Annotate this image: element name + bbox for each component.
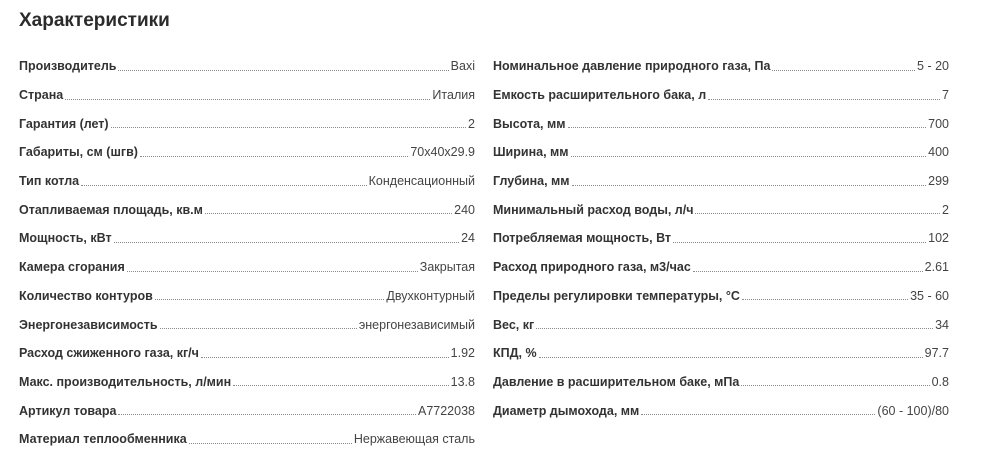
dotted-leader: [118, 70, 448, 71]
section-title: Характеристики: [19, 10, 170, 31]
spec-value: A7722038: [417, 403, 475, 418]
dotted-leader: [572, 185, 927, 186]
spec-value: 13.8: [450, 374, 475, 389]
spec-value: Конденсационный: [368, 174, 475, 189]
spec-label: Камера сгорания: [19, 260, 125, 275]
dotted-leader: [189, 443, 352, 444]
dotted-leader: [568, 127, 927, 128]
dotted-leader: [155, 299, 385, 300]
spec-row: [19, 138, 475, 167]
spec-label: Гарантия (лет): [19, 116, 109, 131]
spec-row: [493, 396, 949, 425]
dotted-leader: [81, 185, 367, 186]
spec-row: [493, 339, 949, 368]
dotted-leader: [114, 242, 460, 243]
spec-row: [493, 167, 949, 196]
spec-label: Высота, мм: [493, 116, 566, 131]
dotted-leader: [673, 242, 926, 243]
dotted-leader: [708, 99, 940, 100]
spec-row: [493, 195, 949, 224]
spec-label: Материал теплообменника: [19, 432, 187, 447]
dotted-leader: [65, 99, 430, 100]
spec-value: 70x40x29.9: [410, 145, 475, 160]
spec-value: Двухконтурный: [386, 288, 475, 303]
dotted-leader: [111, 127, 466, 128]
spec-value: 5 - 20: [917, 59, 949, 74]
spec-value: 299: [928, 174, 949, 189]
spec-label: Количество контуров: [19, 288, 153, 303]
spec-value: 35 - 60: [910, 288, 949, 303]
spec-value: 2.61: [924, 260, 949, 275]
spec-row: [493, 310, 949, 339]
spec-value: 700: [928, 116, 949, 131]
spec-row: [19, 310, 475, 339]
spec-label: Отапливаемая площадь, кв.м: [19, 202, 203, 217]
spec-value: 2: [942, 202, 949, 217]
spec-row: [19, 368, 475, 397]
spec-label: Страна: [19, 88, 64, 103]
dotted-leader: [118, 414, 416, 415]
spec-row: [493, 138, 949, 167]
spec-value: Закрытая: [419, 260, 475, 275]
spec-label: Потребляемая мощность, Вт: [493, 231, 672, 246]
dotted-leader: [205, 213, 452, 214]
spec-label: Вес, кг: [493, 317, 535, 332]
dotted-leader: [140, 156, 408, 157]
dotted-leader: [201, 357, 449, 358]
spec-value: 400: [928, 145, 949, 160]
dotted-leader: [742, 299, 908, 300]
dotted-leader: [741, 385, 929, 386]
spec-label: КПД, %: [493, 346, 537, 361]
spec-row: [19, 282, 475, 311]
spec-value: (60 - 100)/80: [877, 403, 949, 418]
spec-value: Baxi: [450, 59, 475, 74]
spec-row: [493, 368, 949, 397]
spec-row: [19, 224, 475, 253]
spec-value: 240: [454, 202, 475, 217]
spec-value: энергонезависимый: [358, 317, 475, 332]
spec-row: [493, 282, 949, 311]
spec-row: [493, 253, 949, 282]
spec-row: [19, 425, 475, 454]
spec-value: 34: [935, 317, 949, 332]
spec-label: Артикул товара: [19, 403, 117, 418]
spec-label: Ширина, мм: [493, 145, 569, 160]
dotted-leader: [127, 271, 418, 272]
spec-row: [19, 52, 475, 81]
dotted-leader: [693, 271, 923, 272]
spec-row: [493, 52, 949, 81]
spec-label: Емкость расширительного бака, л: [493, 88, 707, 103]
spec-label: Габариты, см (шгв): [19, 145, 138, 160]
specs-column-right: [493, 52, 949, 425]
spec-value: Нержавеющая сталь: [353, 432, 475, 447]
spec-label: Тип котла: [19, 174, 80, 189]
spec-row: [19, 167, 475, 196]
spec-label: Глубина, мм: [493, 174, 570, 189]
dotted-leader: [233, 385, 449, 386]
spec-row: [493, 109, 949, 138]
spec-value: 1.92: [450, 346, 475, 361]
spec-row: [19, 109, 475, 138]
spec-row: [493, 224, 949, 253]
spec-label: Мощность, кВт: [19, 231, 112, 246]
specs-column-left: [19, 52, 475, 454]
spec-value: 102: [928, 231, 949, 246]
spec-row: [19, 396, 475, 425]
spec-label: Давление в расширительном баке, мПа: [493, 374, 740, 389]
spec-value: Италия: [432, 88, 475, 103]
spec-label: Расход сжиженного газа, кг/ч: [19, 346, 199, 361]
dotted-leader: [695, 213, 940, 214]
spec-label: Номинальное давление природного газа, Па: [493, 59, 771, 74]
spec-value: 2: [468, 116, 475, 131]
spec-row: [19, 81, 475, 110]
dotted-leader: [772, 70, 915, 71]
dotted-leader: [571, 156, 927, 157]
spec-value: 24: [461, 231, 475, 246]
dotted-leader: [641, 414, 875, 415]
spec-label: Минимальный расход воды, л/ч: [493, 202, 694, 217]
spec-row: [19, 339, 475, 368]
spec-label: Макс. производительность, л/мин: [19, 374, 232, 389]
spec-label: Энергонезависимость: [19, 317, 158, 332]
spec-value: 7: [942, 88, 949, 103]
spec-label: Производитель: [19, 59, 117, 74]
spec-value: 0.8: [931, 374, 949, 389]
spec-value: 97.7: [924, 346, 949, 361]
spec-row: [19, 195, 475, 224]
spec-label: Расход природного газа, м3/час: [493, 260, 691, 275]
dotted-leader: [536, 328, 933, 329]
spec-label: Пределы регулировки температуры, °С: [493, 288, 740, 303]
spec-row: [19, 253, 475, 282]
dotted-leader: [160, 328, 357, 329]
spec-row: [493, 81, 949, 110]
dotted-leader: [539, 357, 923, 358]
spec-label: Диаметр дымохода, мм: [493, 403, 640, 418]
